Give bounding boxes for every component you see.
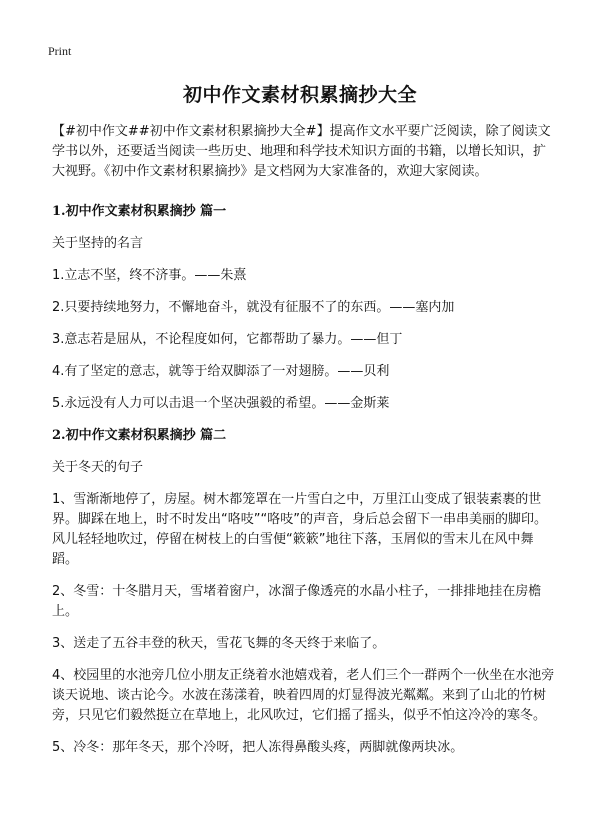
quote-item: 3.意志若是屈从，不论程度如何，它都帮助了暴力。——但丁 [52, 332, 403, 347]
quote-item: 4.有了坚定的意志，就等于给双脚添了一对翅膀。——贝利 [52, 364, 390, 379]
sentence-item: 1、雪渐渐地停了，房屋。树木都笼罩在一片雪白之中，万里江山变成了银装素裹的世界。脚踩在地上，时不时发出“咯吱”“咯吱”的声音，身后总会留下一串串美丽的脚印。风儿轻轻地吹过，停留在树枝上的白雪便“簌簌”地往下落，玉屑似的雪末儿在风中舞蹈。 [52, 492, 547, 567]
print-link[interactable]: Print [48, 44, 72, 58]
sentence-item: 2、冬雪：十冬腊月天，雪堵着窗户，冰溜子像透亮的水晶小柱子，一排排地挂在房檐上。 [52, 584, 542, 619]
sentence-item: 3、送走了五谷丰登的秋天，雪花飞舞的冬天终于来临了。 [52, 636, 386, 651]
sentence-item: 5、冷冬：那年冬天，那个冷呀，把人冻得鼻酸头疼，两脚就像两块冰。 [52, 740, 464, 755]
page-title: 初中作文素材积累摘抄大全 [182, 84, 417, 106]
quote-item: 5.永远没有人力可以击退一个坚决强毅的希望。——金斯莱 [52, 396, 390, 411]
sentence-item: 4、校园里的水池旁几位小朋友正绕着水池嬉戏着，老人们三个一群两个一伙坐在水池旁谈天说地、谈古论今。水波在荡漾着，映着四周的灯显得波光粼粼。来到了山北的竹树旁，只见它们毅然挺立在草地上，北风吹过，它们摇了摇头，似乎不怕这冷冷的寒冬。 [52, 668, 555, 723]
section-subtitle-1: 关于坚持的名言 [52, 236, 144, 251]
section-subtitle-2: 关于冬天的句子 [52, 460, 144, 475]
section-heading-1: 1.初中作文素材积累摘抄 篇一 [52, 204, 227, 219]
article-body [52, 122, 558, 770]
section-heading-2: 2.初中作文素材积累摘抄 篇二 [52, 428, 227, 443]
quote-item: 1.立志不坚，终不济事。——朱熹 [52, 268, 247, 283]
intro-paragraph: 【#初中作文##初中作文素材积累摘抄大全#】提高作文水平要广泛阅读，除了阅读文学书以外，还要适当阅读一些历史、地理和科学技术知识方面的书籍，以增长知识，扩大视野。《初中作文素材积累摘抄》是文档网为大家准备的，欢迎大家阅读。 [52, 124, 551, 179]
quote-item: 2.只要持续地努力，不懈地奋斗，就没有征服不了的东西。——塞内加 [52, 300, 455, 315]
